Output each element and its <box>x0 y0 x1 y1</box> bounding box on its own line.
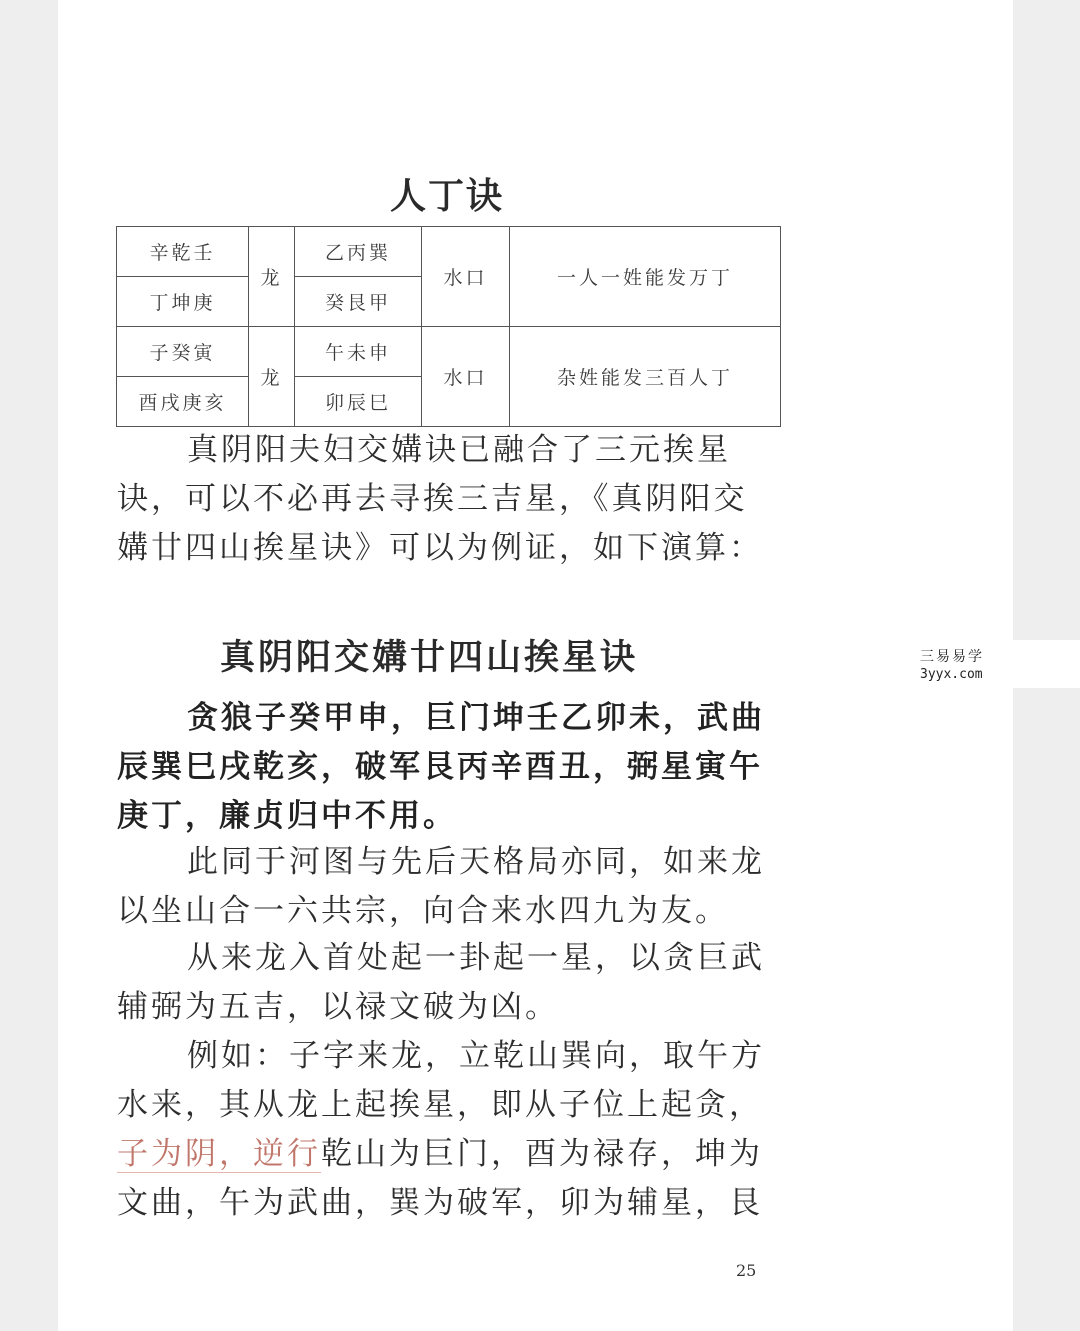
text-line: 贪狼子癸甲申，巨门坤壬乙卯未，武曲 <box>187 700 765 736</box>
table-cell: 水口 <box>422 227 510 327</box>
text-line: 辅弼为五吉，以禄文破为凶。 <box>117 989 559 1025</box>
text-line: 媾廿四山挨星诀》可以为例证，如下演算： <box>117 530 763 566</box>
table-cell: 酉戌庚亥 <box>117 377 249 427</box>
text-line: 子为阴，逆行乾山为巨门，酉为禄存，坤为 <box>117 1136 763 1172</box>
text-line: 例如：子字来龙，立乾山巽向，取午方 <box>187 1038 765 1074</box>
text-line: 辰巽巳戌乾亥，破军艮丙辛酉丑，弼星寅午 <box>117 749 763 785</box>
table-row <box>117 327 781 377</box>
rending-table <box>116 226 781 427</box>
text-line: 真阴阳夫妇交媾诀已融合了三元挨星 <box>187 432 731 468</box>
watermark-url: 3yyx.com <box>920 667 983 682</box>
table-cell: 丁坤庚 <box>117 277 249 327</box>
paragraph-verse <box>117 694 772 841</box>
table-row <box>117 227 781 277</box>
text-line: 以坐山合一六共宗，向合来水四九为友。 <box>117 893 729 929</box>
watermark <box>845 640 1080 688</box>
page-number: 25 <box>736 1261 757 1280</box>
table-cell: 辛乾壬 <box>117 227 249 277</box>
table-cell: 癸艮甲 <box>295 277 422 327</box>
table-cell: 子癸寅 <box>117 327 249 377</box>
text-line: 水来，其从龙上起挨星，即从子位上起贪， <box>117 1087 763 1123</box>
table-cell: 卯辰巳 <box>295 377 422 427</box>
paragraph-example <box>117 1032 772 1228</box>
paragraph-intro <box>117 426 772 573</box>
text-line: 庚丁，廉贞归中不用。 <box>117 798 457 834</box>
table-cell: 龙 <box>249 327 295 427</box>
text-line: 此同于河图与先后天格局亦同，如来龙 <box>187 844 765 880</box>
table-cell: 杂姓能发三百人丁 <box>510 327 781 427</box>
text-line: 文曲，午为武曲，巽为破军，卯为辅星，艮 <box>117 1185 763 1221</box>
watermark-name: 三易易学 <box>920 649 984 665</box>
table-cell: 龙 <box>249 227 295 327</box>
page-title: 人丁诀 <box>390 175 505 217</box>
paragraph-rule <box>117 934 772 1032</box>
table-cell: 一人一姓能发万丁 <box>510 227 781 327</box>
paragraph-hetu <box>117 838 772 936</box>
text-line: 从来龙入首处起一卦起一星，以贪巨武 <box>187 940 765 976</box>
text-line: 诀，可以不必再去寻挨三吉星，《真阴阳交 <box>117 481 748 517</box>
table-cell: 水口 <box>422 327 510 427</box>
section-title: 真阴阳交媾廿四山挨星诀 <box>220 637 639 678</box>
table-cell: 乙丙巽 <box>295 227 422 277</box>
highlighted-text: 子为阴，逆行 <box>117 1136 321 1172</box>
table-cell: 午未申 <box>295 327 422 377</box>
